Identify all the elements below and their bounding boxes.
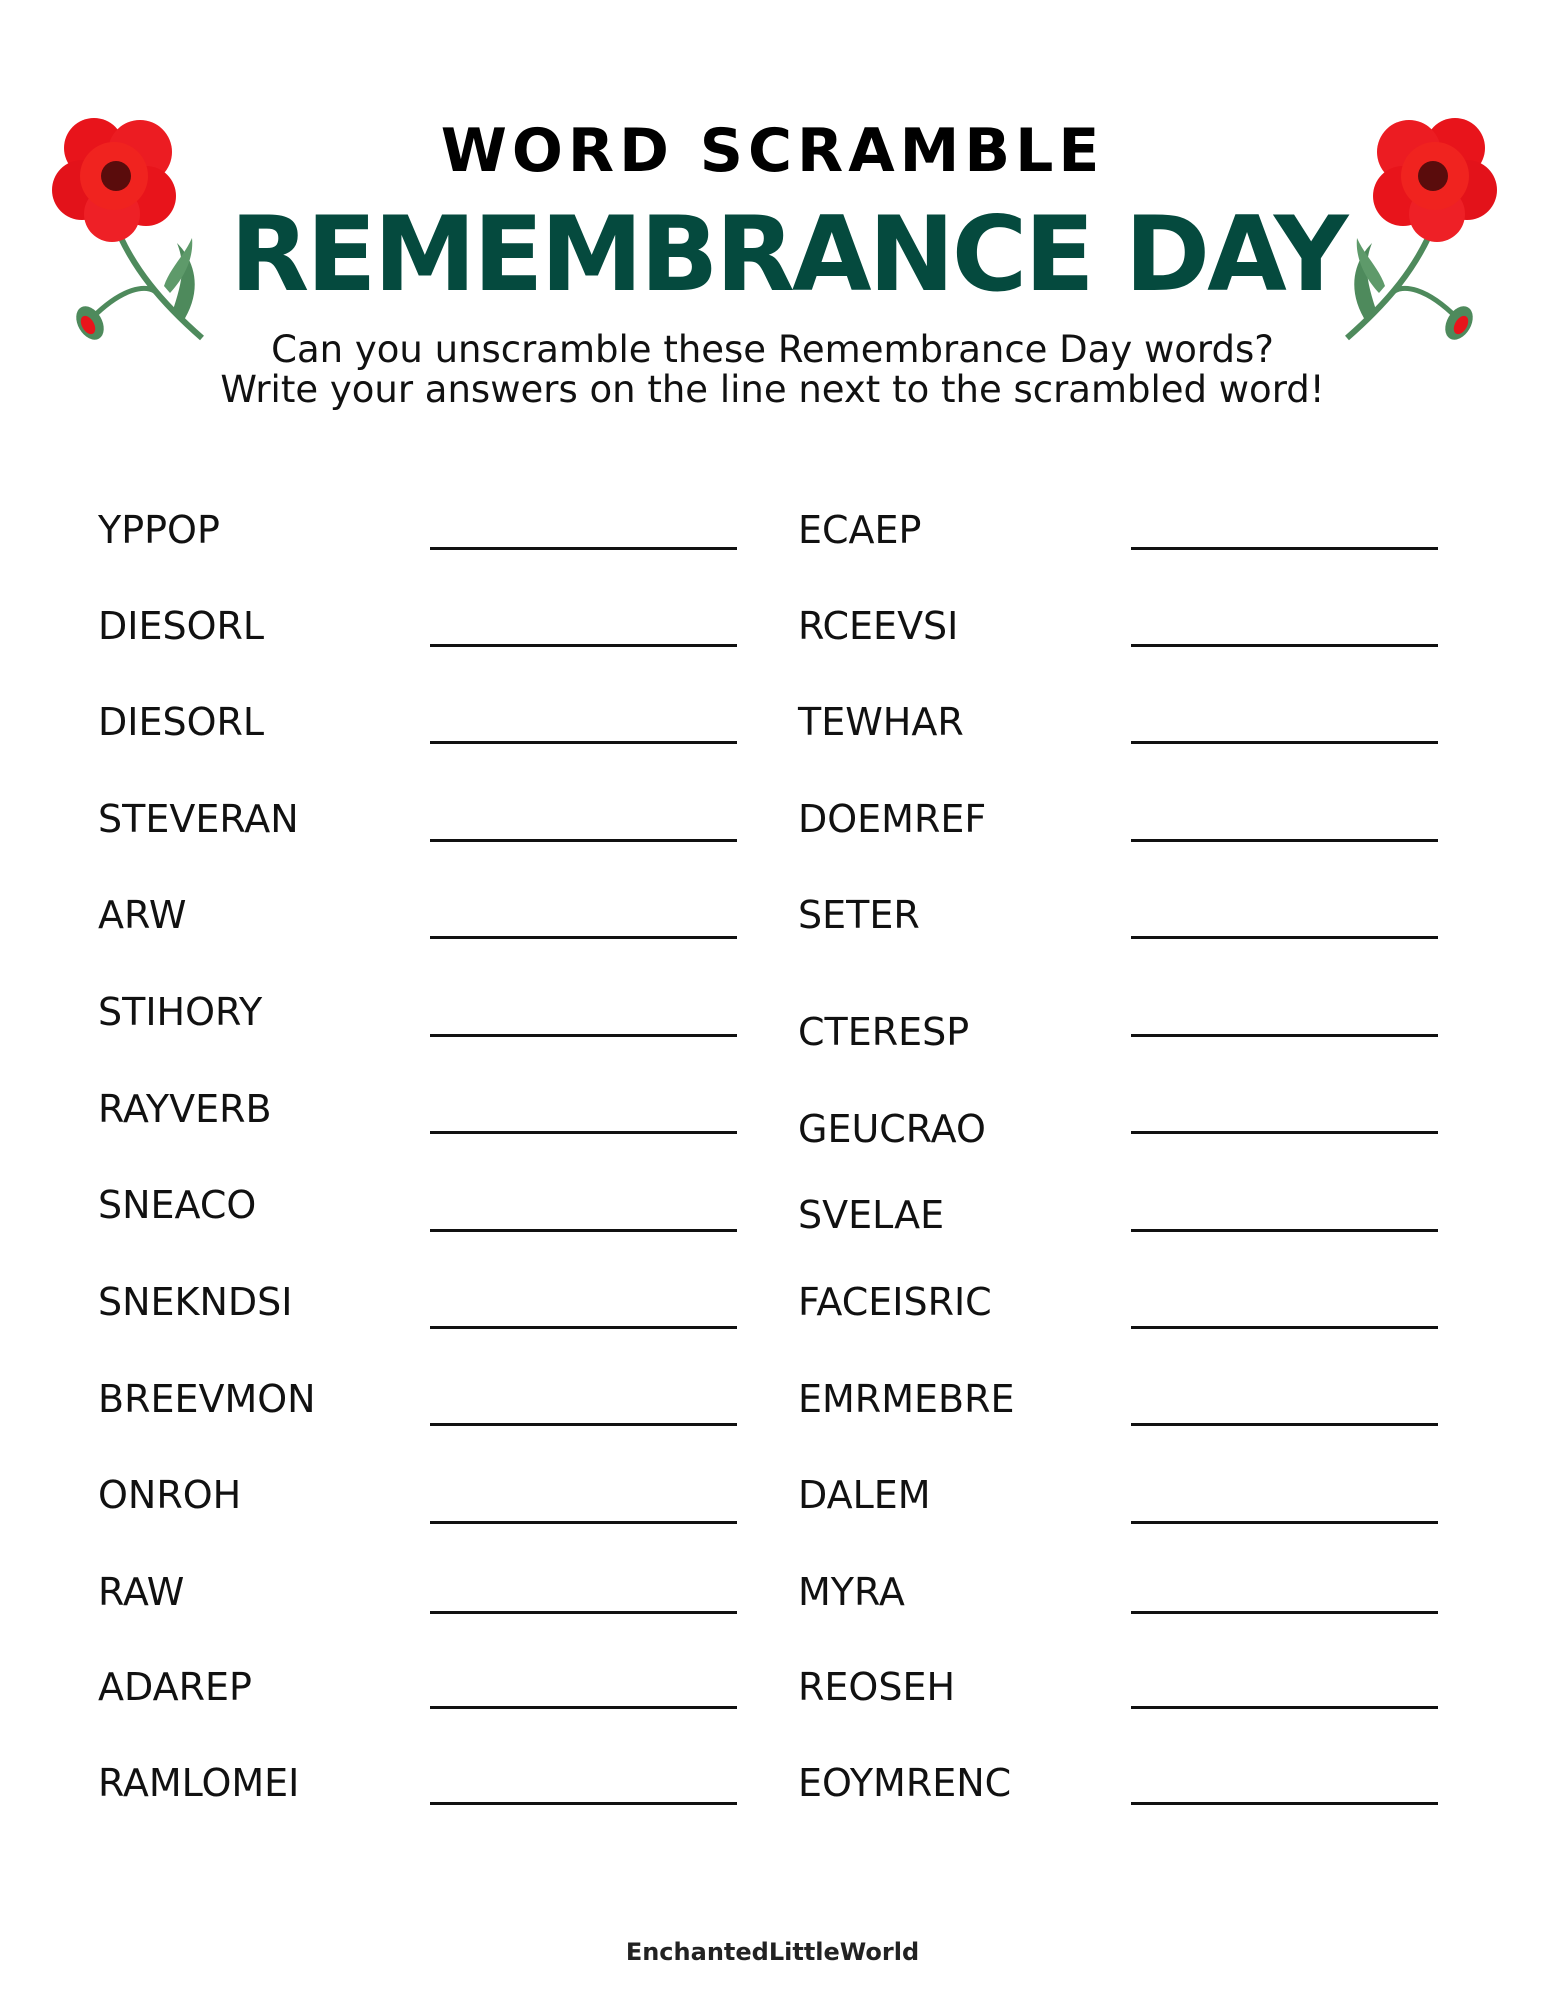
instructions-line-1: Can you unscramble these Remembrance Day words? [271,328,1274,371]
answer-line[interactable] [1131,1706,1438,1709]
answer-line[interactable] [430,644,737,647]
scrambled-word: RCEEVSI [798,604,959,648]
answer-line[interactable] [430,1706,737,1709]
answer-line[interactable] [1131,547,1438,550]
scrambled-word: EMRMEBRE [798,1377,1015,1421]
scrambled-word: STEVERAN [98,797,299,841]
scrambled-word: SNEKNDSI [98,1280,293,1324]
answer-line[interactable] [1131,644,1438,647]
answer-line[interactable] [430,1611,737,1614]
answer-line[interactable] [1131,1521,1438,1524]
answer-line[interactable] [1131,1611,1438,1614]
answer-line[interactable] [430,1034,737,1037]
scrambled-word: ARW [98,893,187,937]
answer-line[interactable] [430,1326,737,1329]
answer-line[interactable] [430,839,737,842]
scrambled-word: GEUCRAO [798,1107,986,1151]
answer-line[interactable] [1131,1802,1438,1805]
scrambled-word: ECAEP [798,508,922,552]
scrambled-word: CTERESP [798,1010,970,1054]
answer-line[interactable] [1131,936,1438,939]
scrambled-word: FACEISRIC [798,1280,992,1324]
answer-line[interactable] [430,1521,737,1524]
scrambled-word: DALEM [798,1473,931,1517]
answer-line[interactable] [1131,1423,1438,1426]
scrambled-word: DOEMREF [798,797,987,841]
answer-line[interactable] [1131,741,1438,744]
answer-line[interactable] [430,741,737,744]
scrambled-word: RAW [98,1570,185,1614]
answer-line[interactable] [430,1802,737,1805]
scrambled-word: DIESORL [98,604,265,648]
scrambled-word: ADAREP [98,1665,252,1709]
scrambled-word: YPPOP [98,508,220,552]
answer-line[interactable] [430,1229,737,1232]
scrambled-word: REOSEH [798,1665,956,1709]
scrambled-word: SVELAE [798,1193,945,1237]
scrambled-word: RAYVERB [98,1087,272,1131]
answer-line[interactable] [1131,1326,1438,1329]
worksheet-subtitle: WORD SCRAMBLE [440,116,1105,186]
worksheet-title: REMEMBRANCE DAY [230,195,1346,315]
scrambled-word: SETER [798,893,920,937]
instructions-line-2: Write your answers on the line next to the scrambled word! [220,368,1325,411]
scrambled-word: TEWHAR [798,700,964,744]
answer-line[interactable] [430,936,737,939]
answer-line[interactable] [1131,1229,1438,1232]
scrambled-word: DIESORL [98,700,265,744]
scrambled-word: STIHORY [98,990,263,1034]
scrambled-word: SNEACO [98,1183,257,1227]
scrambled-word: MYRA [798,1570,905,1614]
scrambled-word: EOYMRENC [798,1761,1012,1805]
answer-line[interactable] [430,1131,737,1134]
footer-credit: EnchantedLittleWorld [625,1938,920,1966]
answer-line[interactable] [1131,839,1438,842]
answer-line[interactable] [430,1423,737,1426]
answer-line[interactable] [1131,1034,1438,1037]
scrambled-word: RAMLOMEI [98,1761,300,1805]
scrambled-word: ONROH [98,1473,242,1517]
answer-line[interactable] [430,547,737,550]
answer-line[interactable] [1131,1131,1438,1134]
instructions [0,330,1545,410]
scrambled-word: BREEVMON [98,1377,316,1421]
